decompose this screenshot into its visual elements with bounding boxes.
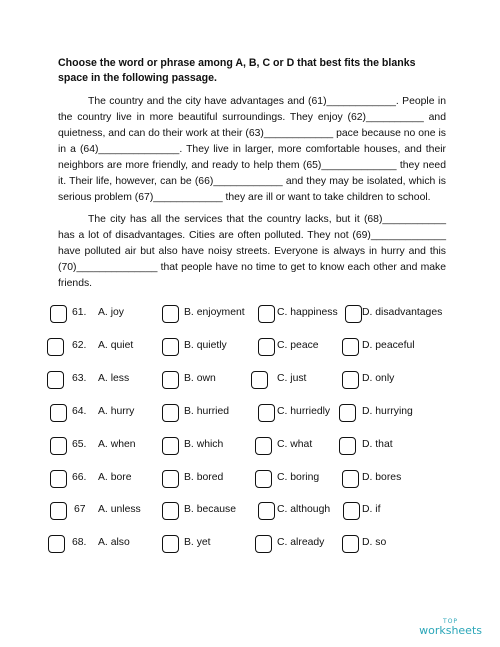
option-d-checkbox[interactable] xyxy=(339,437,356,455)
option-b: B. yet xyxy=(184,537,211,548)
option-b-checkbox[interactable] xyxy=(162,371,179,389)
question-row xyxy=(0,433,500,459)
option-a: A. when xyxy=(98,439,136,450)
option-b-checkbox[interactable] xyxy=(162,305,179,323)
question-row xyxy=(0,400,500,426)
option-b-checkbox[interactable] xyxy=(162,404,179,422)
option-d-checkbox[interactable] xyxy=(343,502,360,520)
option-c-checkbox[interactable] xyxy=(258,404,275,422)
question-checkbox[interactable] xyxy=(50,404,67,422)
option-c-checkbox[interactable] xyxy=(258,305,275,323)
option-c-checkbox[interactable] xyxy=(255,470,272,488)
option-d-checkbox[interactable] xyxy=(342,371,359,389)
question-row xyxy=(0,466,500,492)
question-row xyxy=(0,334,500,360)
question-checkbox[interactable] xyxy=(50,470,67,488)
option-b: B. hurried xyxy=(184,406,230,417)
option-c: C. hurriedly xyxy=(277,406,331,417)
option-d-checkbox[interactable] xyxy=(342,535,359,553)
option-b: B. own xyxy=(184,373,216,384)
option-a: A. joy xyxy=(98,307,124,318)
logo-worksheets-text: worksheets xyxy=(419,624,482,637)
question-number: 68. xyxy=(72,537,87,548)
question-checkbox[interactable] xyxy=(50,502,67,520)
question-number: 66. xyxy=(72,472,87,483)
paragraph-text: The country and the city have advantages and (61)____________. People in the country live in more beautiful surroundings. They enjoy (62)__________ and quietness, and can do their work at their (63)____________ pace because no one is in a (64)______________. They live in larger, more comfortable houses, and their neighbors are more friendly, and ready to help them (65)_____________ they need it. Their life, however, can be (66)____________ and they may be isolated, which is serious problem (67)____________ they are ill or want to take children to school. xyxy=(58,96,446,203)
option-c: C. what xyxy=(277,439,313,450)
option-d-checkbox[interactable] xyxy=(342,338,359,356)
question-checkbox[interactable] xyxy=(50,437,67,455)
instruction-text: Choose the word or phrase among A, B, C or D that best fits the blanks space in the following passage. xyxy=(58,57,416,84)
option-c-checkbox[interactable] xyxy=(258,338,275,356)
option-d: D. that xyxy=(362,439,393,450)
option-d: D. peaceful xyxy=(362,340,415,351)
question-row xyxy=(0,531,500,557)
option-b-checkbox[interactable] xyxy=(162,502,179,520)
option-d: D. hurrying xyxy=(362,406,413,417)
topworksheets-logo xyxy=(419,618,482,637)
option-b: B. because xyxy=(184,504,236,515)
question-number: 61. xyxy=(72,307,87,318)
passage-paragraph-1 xyxy=(58,94,446,206)
option-c: C. just xyxy=(277,373,307,384)
logo-top-text: TOP xyxy=(443,618,459,625)
option-b: B. which xyxy=(184,439,224,450)
option-d-checkbox[interactable] xyxy=(345,305,362,323)
option-a: A. also xyxy=(98,537,130,548)
question-number: 63. xyxy=(72,373,87,384)
option-b: B. enjoyment xyxy=(184,307,245,318)
option-c: C. happiness xyxy=(277,307,338,318)
passage-paragraph-2 xyxy=(58,212,446,292)
option-a: A. less xyxy=(98,373,130,384)
option-d: D. disadvantages xyxy=(362,307,443,318)
option-c-checkbox[interactable] xyxy=(251,371,268,389)
option-b-checkbox[interactable] xyxy=(162,470,179,488)
question-checkbox[interactable] xyxy=(47,338,64,356)
option-d: D. only xyxy=(362,373,395,384)
question-row xyxy=(0,367,500,393)
question-number: 62. xyxy=(72,340,87,351)
question-number: 65. xyxy=(72,439,87,450)
question-row xyxy=(0,498,500,524)
option-c-checkbox[interactable] xyxy=(255,437,272,455)
option-a: A. bore xyxy=(98,472,132,483)
question-number: 64. xyxy=(72,406,87,417)
question-row xyxy=(0,301,500,327)
option-b-checkbox[interactable] xyxy=(162,535,179,553)
option-b-checkbox[interactable] xyxy=(162,338,179,356)
paragraph-text: The city has all the services that the country lacks, but it (68)___________ has a lot of disadvantages. Cities are often polluted. They not (69)_____________ have polluted air but also have noisy streets. Everyone is always in hurry and this (70)______________ that people have no time to get to know each other and make friends. xyxy=(58,214,446,289)
option-a: A. hurry xyxy=(98,406,135,417)
option-d-checkbox[interactable] xyxy=(342,470,359,488)
question-checkbox[interactable] xyxy=(50,305,67,323)
option-a: A. quiet xyxy=(98,340,134,351)
option-c: C. peace xyxy=(277,340,319,351)
option-b: B. quietly xyxy=(184,340,227,351)
option-c-checkbox[interactable] xyxy=(258,502,275,520)
option-c: C. although xyxy=(277,504,331,515)
option-d-checkbox[interactable] xyxy=(339,404,356,422)
option-c: C. already xyxy=(277,537,325,548)
option-d: D. bores xyxy=(362,472,402,483)
option-b-checkbox[interactable] xyxy=(162,437,179,455)
question-number: 67 xyxy=(74,504,86,515)
option-a: A. unless xyxy=(98,504,141,515)
question-checkbox[interactable] xyxy=(47,371,64,389)
option-d: D. if xyxy=(362,504,381,515)
option-c: C. boring xyxy=(277,472,320,483)
option-d: D. so xyxy=(362,537,387,548)
option-c-checkbox[interactable] xyxy=(255,535,272,553)
question-checkbox[interactable] xyxy=(48,535,65,553)
option-b: B. bored xyxy=(184,472,224,483)
